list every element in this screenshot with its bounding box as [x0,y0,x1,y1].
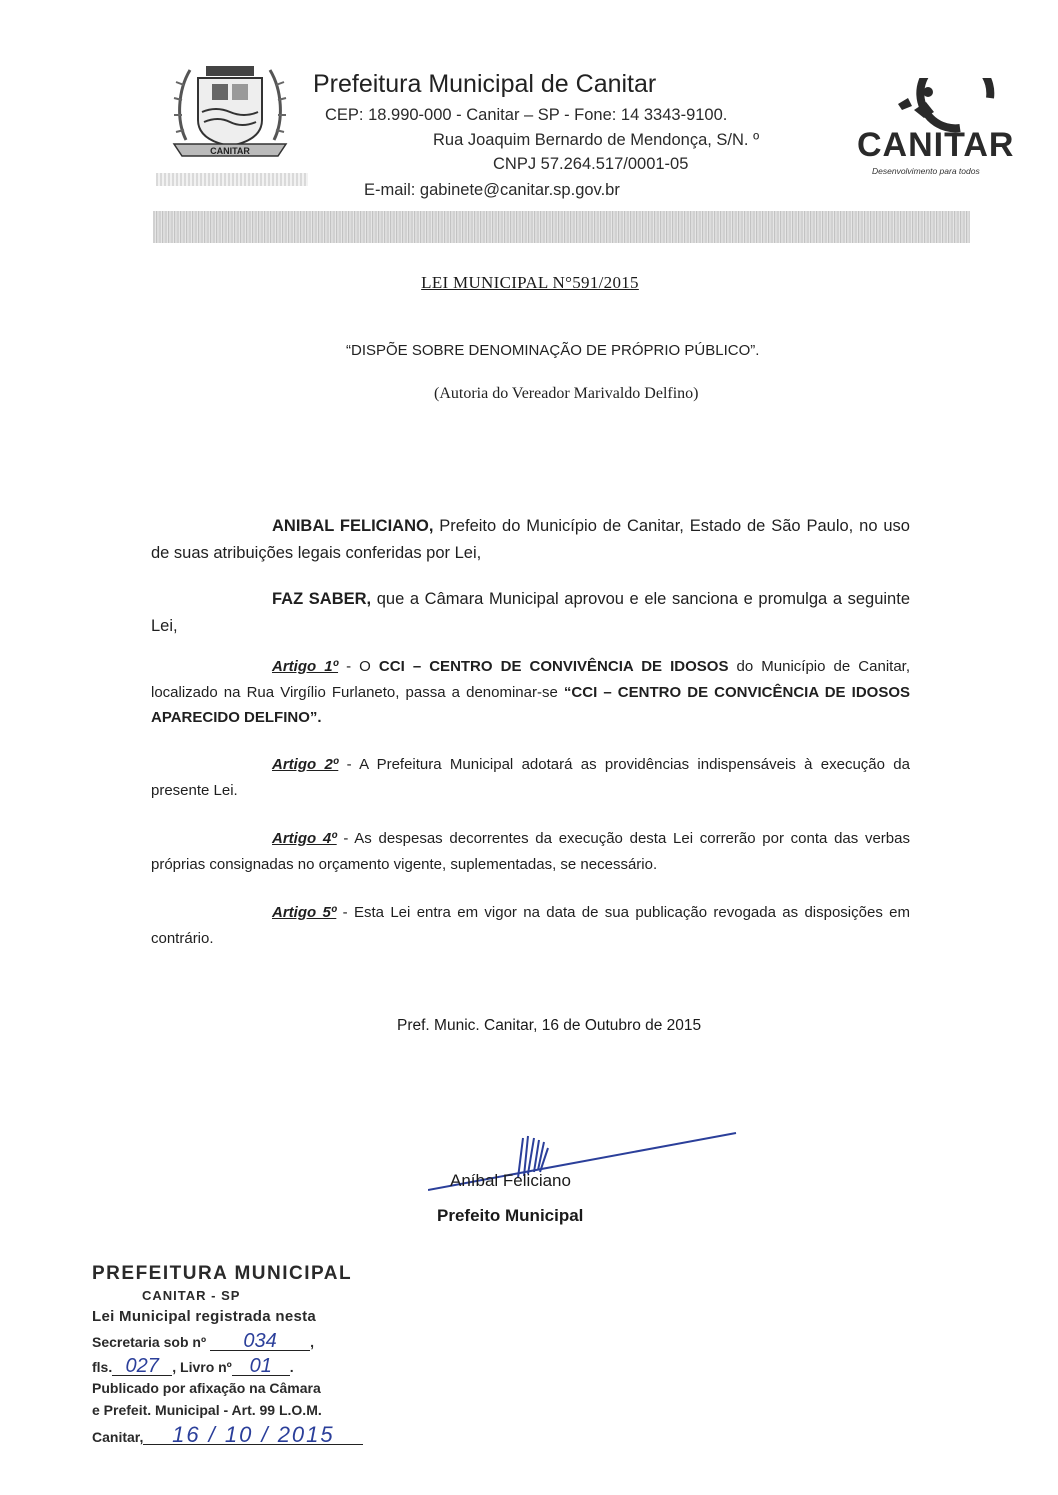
livro-number: 01 [232,1357,290,1376]
article-5-label: Artigo 5º [272,904,337,921]
svg-text:CANITAR: CANITAR [210,146,250,156]
article-4 [151,826,910,877]
signer-name: Aníbal Feliciano [450,1171,571,1190]
stamp-city: CANITAR - SP [142,1288,241,1303]
article-2-label: Artigo 2º [272,756,339,773]
header-divider-band [153,211,970,243]
law-subject: “DISPÕE SOBRE DENOMINAÇÃO DE PRÓPRIO PÚBLICO”. [346,342,760,359]
article-1-bold-2: “CCI – CENTRO DE CONVICÊNCIA DE IDOSOS APARECIDO DELFINO”. [151,683,911,726]
stamp-published-line: Publicado por afixação na Câmara [92,1380,321,1396]
article-1 [151,654,910,731]
enactment-paragraph [151,586,910,639]
canitar-label: Canitar, [92,1429,144,1445]
article-1-text: - O [338,658,379,675]
article-2-text: - A Prefeitura Municipal adotará as providências indispensáveis à execução da presente Lei. [151,756,910,799]
mayor-name: ANIBAL FELICIANO, [272,517,434,535]
law-authorship: (Autoria do Vereador Marivaldo Delfino) [434,385,699,402]
stamp-fls-line: fls. 027 , Livro nº 01 . [92,1355,294,1377]
fls-label: fls. [92,1359,113,1375]
dateline: Pref. Munic. Canitar, 16 de Outubro de 2015 [397,1017,702,1034]
signer-role: Prefeito Municipal [437,1206,584,1225]
header-cnpj: CNPJ 57.264.517/0001-05 [493,155,689,173]
preamble-text: Prefeito do Município de Canitar, Estado de São Paulo, no uso de suas atribuições legais conferidas por Lei, [151,517,910,562]
faz-saber: FAZ SABER, [272,590,372,608]
header-email: E-mail: gabinete@canitar.sp.gov.br [364,181,620,199]
registration-date: 16 / 10 / 2015 [143,1426,363,1445]
header-title: Prefeitura Municipal de Canitar [313,70,657,98]
livro-label: , Livro nº [172,1359,232,1375]
brand-slogan: Desenvolvimento para todos [872,166,980,176]
article-1-bold-1: CCI – CENTRO DE CONVIVÊNCIA DE IDOSOS [378,658,729,675]
article-1-label: Artigo 1º [272,658,339,675]
enactment-text: que a Câmara Municipal aprovou e ele sanciona e promulga a seguinte Lei, [151,590,910,635]
preamble-paragraph [151,513,910,566]
stamp-article-line: e Prefeit. Municipal - Art. 99 L.O.M. [92,1402,322,1418]
stamp-secretaria-line: Secretaria sob nº 034 , [92,1330,314,1352]
article-5-text: - Esta Lei entra em vigor na data de sua publicação revogada as disposições em contrário. [151,904,910,947]
stamp-date-line [92,1422,363,1447]
article-5 [151,900,910,951]
secretaria-number: 034 [210,1332,310,1351]
registration-stamp [92,1263,392,1463]
scan-noise [156,173,308,186]
municipal-crest-logo [166,60,294,160]
law-title-text: LEI MUNICIPAL N°591/2015 [421,273,639,292]
secretaria-label: Secretaria sob nº [92,1334,207,1350]
stamp-heading: PREFEITURA MUNICIPAL [92,1263,353,1284]
header-cep-phone: CEP: 18.990-000 - Canitar – SP - Fone: 14 3343-9100. [325,106,728,124]
law-title [0,273,1058,293]
article-1-text-2: do Município de Canitar, localizado na Rua Virgílio Furlaneto, passa a denominar-se [151,658,910,701]
article-4-text: - As despesas decorrentes da execução desta Lei correrão por conta das verbas próprias consignadas no orçamento vigente, suplementadas, se necessário. [151,830,910,873]
header-street: Rua Joaquim Bernardo de Mendonça, S/N. º [433,131,760,149]
article-2 [151,752,910,803]
stamp-registered-line: Lei Municipal registrada nesta [92,1308,317,1325]
article-4-label: Artigo 4º [272,830,337,847]
fls-number: 027 [112,1357,172,1376]
brand-name: CANITAR [857,126,1015,164]
